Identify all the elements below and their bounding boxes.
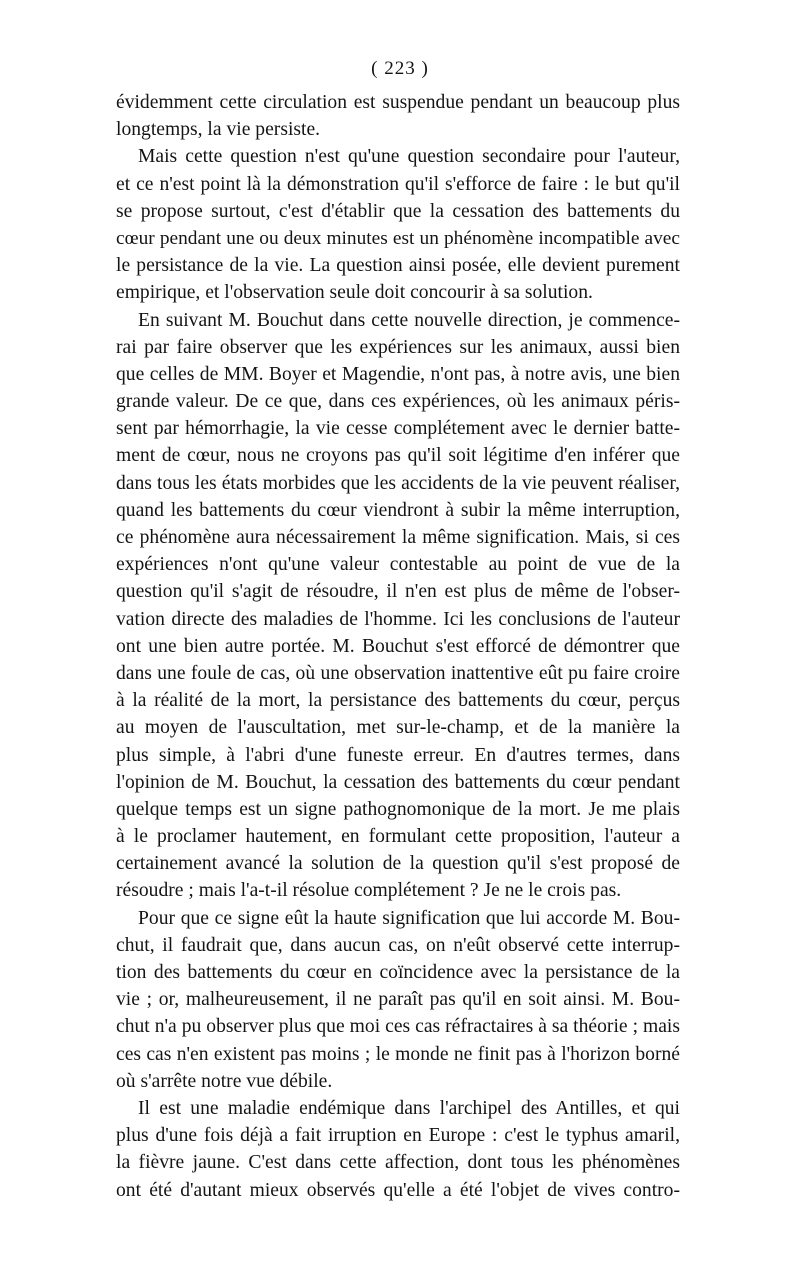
text-line: plus d'une fois déjà a fait irruption en Europe : c'est le typhus amaril, [116, 1125, 680, 1147]
text-line: la fièvre jaune. C'est dans cette affection, dont tous les phénomènes [116, 1152, 680, 1174]
text-line: chut, il faudrait que, dans aucun cas, on n'eût observé cette interrup- [116, 934, 680, 956]
text-line: vie ; or, malheureusement, il ne paraît pas qu'il en soit ainsi. M. Bou- [116, 989, 680, 1011]
text-line: l'opinion de M. Bouchut, la cessation des battements du cœur pendant [116, 771, 680, 793]
text-line: évidemment cette circulation est suspendue pendant un beaucoup plus [116, 92, 680, 113]
text-line: et ce n'est point là la démonstration qu'il s'efforce de faire : le but qu'il [116, 173, 680, 195]
text-line: où s'arrête notre vue débile. [116, 1070, 333, 1092]
paragraph [116, 307, 680, 905]
text-line: longtemps, la vie persiste. [116, 119, 321, 141]
paragraph [116, 1095, 680, 1204]
text-line: quand les battements du cœur viendront à subir la même interruption, [116, 499, 680, 521]
text-line: certainement avancé la solution de la question qu'il s'est proposé de [116, 853, 680, 875]
text-line: ont été d'autant mieux observés qu'elle a été l'objet de vives contro- [116, 1179, 680, 1201]
text-line: grande valeur. De ce que, dans ces expériences, où les animaux péris- [116, 391, 680, 413]
text-line: au moyen de l'auscultation, met sur-le-champ, et de la manière la [116, 717, 680, 739]
text-line: ces cas n'en existent pas moins ; le monde ne finit pas à l'horizon borné [116, 1043, 680, 1065]
text-line: Il est une maladie endémique dans l'archipel des Antilles, et qui [138, 1097, 680, 1119]
text-line: empirique, et l'observation seule doit concourir à sa solution. [116, 282, 593, 304]
paragraph [116, 89, 680, 143]
text-line: rai par faire observer que les expériences sur les animaux, aussi bien [116, 336, 680, 358]
body-text [116, 89, 680, 1204]
text-line: En suivant M. Bouchut dans cette nouvelle direction, je commence- [138, 309, 680, 331]
text-line: question qu'il s'agit de résoudre, il n'en est plus de même de l'obser- [116, 581, 680, 603]
text-line: Pour que ce signe eût la haute signification que lui accorde M. Bou- [138, 907, 680, 929]
text-line: sent par hémorrhagie, la vie cesse complétement avec le dernier batte- [116, 418, 680, 440]
text-line: résoudre ; mais l'a-t-il résolue complétement ? Je ne le crois pas. [116, 880, 622, 902]
text-line: vation directe des maladies de l'homme. Ici les conclusions de l'auteur [116, 608, 680, 630]
text-line: dans une foule de cas, où une observation inattentive eût pu faire croire [116, 662, 680, 684]
text-line: le persistance de la vie. La question ainsi posée, elle devient purement [116, 255, 680, 277]
text-line: à le proclamer hautement, en formulant cette proposition, l'auteur a [116, 826, 680, 848]
text-line: Mais cette question n'est qu'une question secondaire pour l'auteur, [138, 146, 680, 168]
text-line: dans tous les états morbides que les accidents de la vie peuvent réaliser, [116, 472, 680, 494]
text-line: cœur pendant une ou deux minutes est un phénomène incompatible avec [116, 227, 680, 249]
text-line: plus simple, à l'abri d'une funeste erreur. En d'autres termes, dans [116, 744, 680, 766]
text-line: quelque temps est un signe pathognomonique de la mort. Je me plais [116, 798, 680, 820]
paragraph [116, 143, 680, 306]
text-line: à la réalité de la mort, la persistance des battements du cœur, perçus [116, 690, 680, 712]
text-line: que celles de MM. Boyer et Magendie, n'ont pas, à notre avis, une bien [116, 363, 680, 385]
text-line: se propose surtout, c'est d'établir que la cessation des battements du [116, 200, 680, 222]
text-line: tion des battements du cœur en coïncidence avec la persistance de la [116, 962, 680, 983]
paragraph [116, 905, 680, 1095]
text-line: chut n'a pu observer plus que moi ces cas réfractaires à sa théorie ; mais [116, 1016, 680, 1038]
page-number: ( 223 ) [371, 58, 429, 79]
text-line: ce phénomène aura nécessairement la même signification. Mais, si ces [116, 527, 680, 548]
text-line: expériences n'ont qu'une valeur contestable au point de vue de la [116, 554, 680, 576]
text-line: ont une bien autre portée. M. Bouchut s'est efforcé de démontrer que [116, 635, 680, 657]
text-line: ment de cœur, nous ne croyons pas qu'il soit légitime d'en inférer que [116, 445, 680, 467]
